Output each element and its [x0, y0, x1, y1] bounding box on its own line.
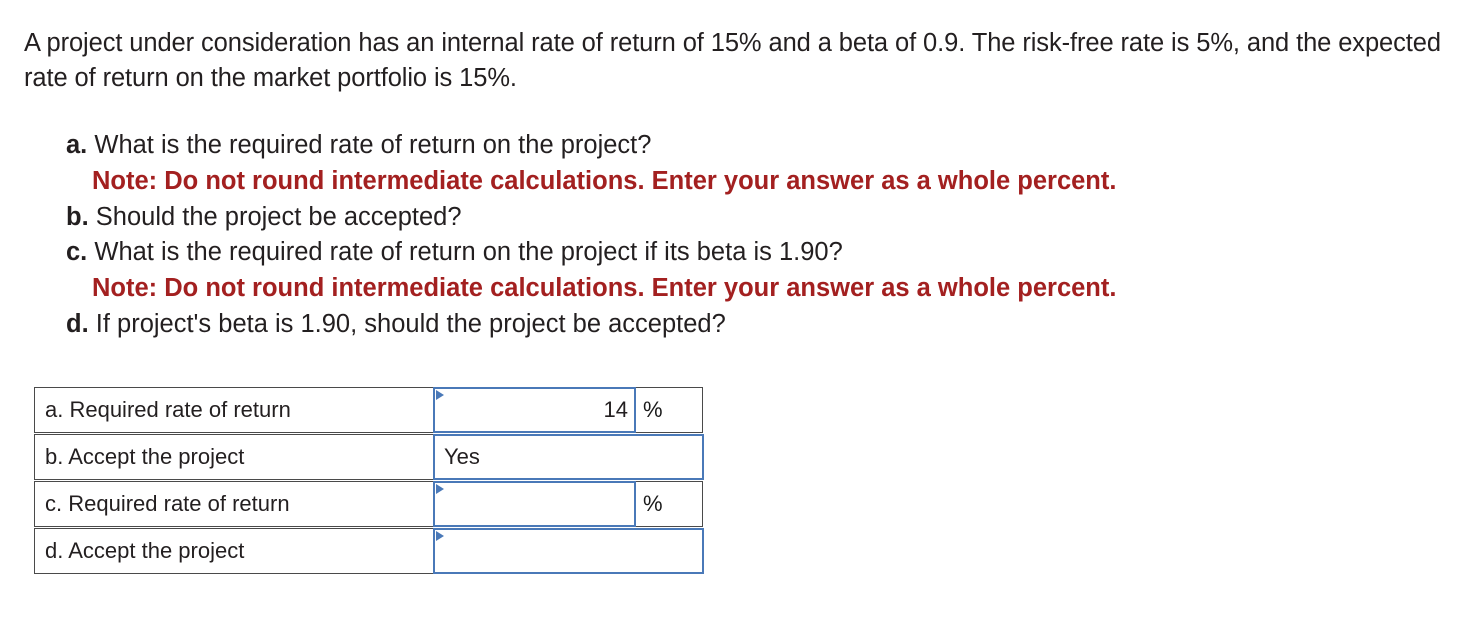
- question-item-b: [66, 200, 1446, 236]
- cell-marker-icon: [436, 531, 444, 541]
- row-label-a: a. Required rate of return: [34, 387, 434, 433]
- table-row: [34, 481, 706, 527]
- question-item-d: [66, 307, 1446, 343]
- answer-value-b: Yes: [444, 443, 480, 469]
- row-unit-c: %: [634, 481, 703, 527]
- answer-table: [34, 387, 706, 574]
- question-item-a: [66, 128, 1446, 164]
- problem-intro: A project under consideration has an internal rate of return of 15% and a beta of 0.9. The risk-free rate is 5%, and the expected rate of return on the market portfolio is 15%.: [24, 29, 1441, 93]
- cell-marker-icon: [436, 484, 444, 494]
- question-note-a: Note: Do not round intermediate calculations. Enter your answer as a whole percent.: [92, 167, 1117, 196]
- answer-value-a: 14: [603, 396, 628, 422]
- table-row: [34, 387, 706, 433]
- question-label-b: b.: [66, 202, 89, 231]
- question-label-c: c.: [66, 238, 88, 267]
- cell-marker-icon: [436, 390, 444, 400]
- row-label-b: b. Accept the project: [34, 434, 434, 480]
- question-list: [66, 128, 1446, 342]
- question-text-a: What is the required rate of return on the project?: [94, 131, 652, 160]
- table-row: [34, 528, 706, 574]
- question-note-c: Note: Do not round intermediate calculations. Enter your answer as a whole percent.: [92, 274, 1117, 303]
- row-label-d: d. Accept the project: [34, 528, 434, 574]
- answer-input-b[interactable]: [433, 434, 704, 480]
- question-text-b: Should the project be accepted?: [95, 202, 462, 231]
- question-item-c: [66, 235, 1446, 271]
- answer-input-c[interactable]: [433, 481, 636, 527]
- question-label-d: d.: [66, 309, 89, 338]
- row-unit-a: %: [634, 387, 703, 433]
- answer-input-d[interactable]: [433, 528, 704, 574]
- answer-input-a[interactable]: [433, 387, 636, 433]
- question-label-a: a.: [66, 131, 88, 160]
- row-label-c: c. Required rate of return: [34, 481, 434, 527]
- question-text-c: What is the required rate of return on the project if its beta is 1.90?: [94, 238, 843, 267]
- question-text-d: If project's beta is 1.90, should the project be accepted?: [95, 309, 726, 338]
- table-row: [34, 434, 706, 480]
